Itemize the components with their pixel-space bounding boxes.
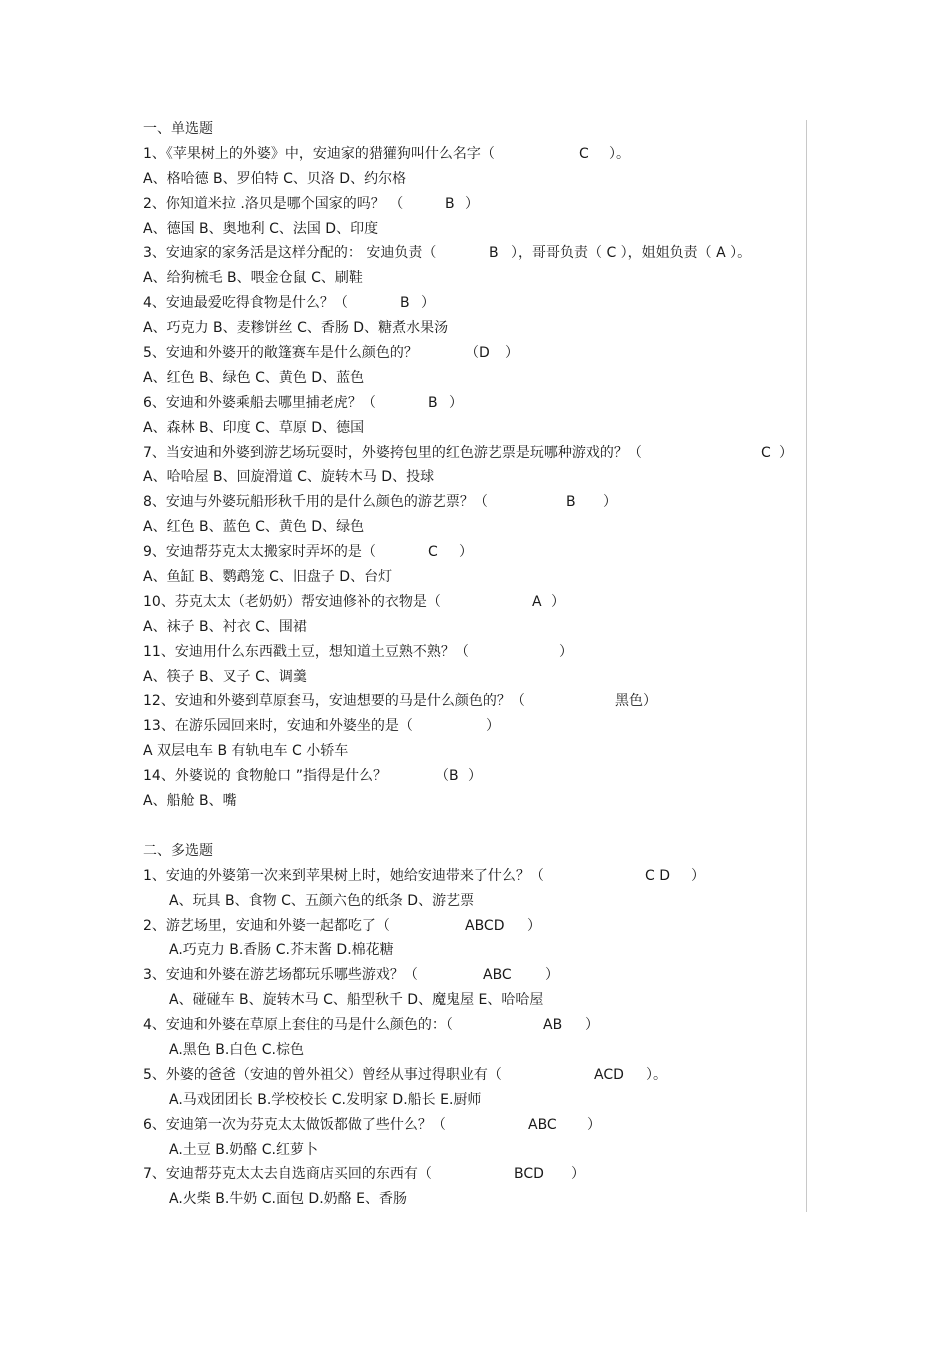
options-line: A、碰碰车 B、旋转木马 C、船型秋千 D、魔鬼屋 E、哈哈屋 xyxy=(169,992,544,1009)
closing-paren: ） xyxy=(559,643,573,660)
answer: （D xyxy=(465,345,490,362)
closing-paren: ） xyxy=(505,345,519,362)
answer: C D xyxy=(645,867,671,884)
answer: BCD xyxy=(514,1166,544,1183)
options-line: A、格哈德 B、罗伯特 C、贝洛 D、约尔格 xyxy=(143,170,407,187)
closing-paren: ） xyxy=(571,1166,585,1183)
answer: C xyxy=(761,444,771,461)
answer: A xyxy=(532,593,542,610)
closing-paren: ） xyxy=(465,195,479,212)
answer: （B xyxy=(435,768,459,785)
answer: 黑色 xyxy=(615,693,643,710)
question-line: 4、安迪最爱吃得食物是什么？（ B ） xyxy=(143,291,803,316)
answer: ABC xyxy=(528,1116,557,1133)
closing-paren: ） xyxy=(545,967,559,984)
answer: ABC xyxy=(483,967,512,984)
closing-paren: ） xyxy=(585,1017,599,1034)
options-line: A、森林 B、印度 C、草原 D、德国 xyxy=(143,419,365,436)
question-line: 13、在游乐园回来时，安迪和外婆坐的是（ ） xyxy=(143,714,803,739)
question-line: 2、你知道米拉 .洛贝是哪个国家的吗？ （ B ） xyxy=(143,192,803,217)
answer: B xyxy=(400,295,410,312)
closing-paren: ） xyxy=(779,444,793,461)
question-line: 12、安迪和外婆到草原套马，安迪想要的马是什么颜色的？（ 黑色 ） xyxy=(143,689,803,714)
answer: B xyxy=(428,394,438,411)
closing-paren: ）。 xyxy=(609,145,630,162)
options-line: A 双层电车 B 有轨电车 C 小轿车 xyxy=(143,743,349,760)
answer: C xyxy=(579,145,589,162)
closing-paren: ） xyxy=(421,295,435,312)
options-line: A、红色 B、绿色 C、黄色 D、蓝色 xyxy=(143,369,365,386)
closing-paren: ） xyxy=(449,394,463,411)
section-spacer xyxy=(143,814,803,839)
closing-paren: ） xyxy=(459,544,473,561)
section-title: 二、多选题 xyxy=(143,842,213,859)
options-line: A.马戏团团长 B.学校校长 C.发明家 D.船长 E.厨师 xyxy=(169,1091,482,1108)
question-line: 5、安迪和外婆开的敞篷赛车是什么颜色的？ （D ） xyxy=(143,341,803,366)
question-line: 1、《苹果树上的外婆》中，安迪家的猎獾狗叫什么名字（ C ）。 xyxy=(143,142,803,167)
question-line: 6、安迪第一次为芬克太太做饭都做了些什么？（ ABC ） xyxy=(143,1113,803,1138)
answer: B xyxy=(489,245,499,262)
options-line: A、哈哈屋 B、回旋滑道 C、旋转木马 D、投球 xyxy=(143,469,435,486)
options-line: A、红色 B、蓝色 C、黄色 D、绿色 xyxy=(143,519,365,536)
closing-paren: ） xyxy=(643,693,657,710)
closing-paren: ） xyxy=(527,917,541,934)
options-line: A、德国 B、奥地利 C、法国 D、印度 xyxy=(143,220,379,237)
closing-paren: ） xyxy=(603,494,617,511)
answer: C xyxy=(428,544,438,561)
closing-paren: ） xyxy=(468,768,482,785)
closing-paren: ），哥哥负责（ C ），姐姐负责（ A ）。 xyxy=(511,245,752,262)
closing-paren: ） xyxy=(691,867,705,884)
question-line: 1、安迪的外婆第一次来到苹果树上时，她给安迪带来了什么？（ C D ） xyxy=(143,864,803,889)
options-line: A.黑色 B.白色 C.棕色 xyxy=(169,1041,304,1058)
question-line: 3、安迪和外婆在游艺场都玩乐哪些游戏？（ ABC ） xyxy=(143,963,803,988)
options-line: A、给狗梳毛 B、喂金仓鼠 C、刷鞋 xyxy=(143,270,363,287)
question-line: 4、安迪和外婆在草原上套住的马是什么颜色的：（ AB ） xyxy=(143,1013,803,1038)
question-line: 9、安迪帮芬克太太搬家时弄坏的是（ C ） xyxy=(143,540,803,565)
closing-paren: ）。 xyxy=(646,1066,667,1083)
answer: ACD xyxy=(594,1066,624,1083)
options-line: A、巧克力 B、麦糁饼丝 C、香肠 D、糖煮水果汤 xyxy=(143,320,449,337)
question-line: 5、外婆的爸爸（安迪的曾外祖父）曾经从事过得职业有（ ACD ）。 xyxy=(143,1063,803,1088)
question-line: 7、安迪帮芬克太太去自选商店买回的东西有（ BCD ） xyxy=(143,1162,803,1187)
quiz-content xyxy=(143,117,803,1212)
question-line: 14、外婆说的 食物舱口 ”指得是什么？ （B ） xyxy=(143,764,803,789)
question-line: 10、芬克太太（老奶奶）帮安迪修补的衣物是（ A ） xyxy=(143,590,803,615)
options-line: A、鱼缸 B、鹦鹉笼 C、旧盘子 D、台灯 xyxy=(143,569,393,586)
answer: B xyxy=(445,195,455,212)
question-line: 2、游艺场里，安迪和外婆一起都吃了（ ABCD ） xyxy=(143,914,803,939)
options-line: A、船舱 B、嘴 xyxy=(143,793,237,810)
options-line: A、袜子 B、衬衣 C、围裙 xyxy=(143,618,307,635)
question-line: 8、安迪与外婆玩船形秋千用的是什么颜色的游艺票？（ B ） xyxy=(143,490,803,515)
answer: ABCD xyxy=(465,917,505,934)
answer: AB xyxy=(543,1017,563,1034)
question-line: 11、安迪用什么东西戳土豆，想知道土豆熟不熟？（ ） xyxy=(143,640,803,665)
options-line: A.土豆 B.奶酪 C.红萝卜 xyxy=(169,1141,318,1158)
options-line: A、玩具 B、食物 C、五颜六色的纸条 D、游艺票 xyxy=(169,892,475,909)
question-line: 7、当安迪和外婆到游艺场玩耍时，外婆挎包里的红色游艺票是玩哪种游戏的？（ C ） xyxy=(143,441,803,466)
question-line: 3、安迪家的家务活是这样分配的： 安迪负责（ B ），哥哥负责（ C ），姐姐负责（ A ）。 xyxy=(143,241,803,266)
section-title: 一、单选题 xyxy=(143,121,213,137)
options-line: A、筷子 B、叉子 C、调羹 xyxy=(143,668,307,685)
closing-paren: ） xyxy=(587,1116,601,1133)
right-margin-rule xyxy=(806,120,807,1212)
options-line: A.火柴 B.牛奶 C.面包 D.奶酪 E、香肠 xyxy=(169,1191,407,1208)
answer: B xyxy=(566,494,576,511)
closing-paren: ） xyxy=(551,593,565,610)
question-line: 6、安迪和外婆乘船去哪里捕老虎？（ B ） xyxy=(143,391,803,416)
options-line: A.巧克力 B.香肠 C.芥末酱 D.棉花糖 xyxy=(169,942,394,959)
closing-paren: ） xyxy=(486,718,500,735)
